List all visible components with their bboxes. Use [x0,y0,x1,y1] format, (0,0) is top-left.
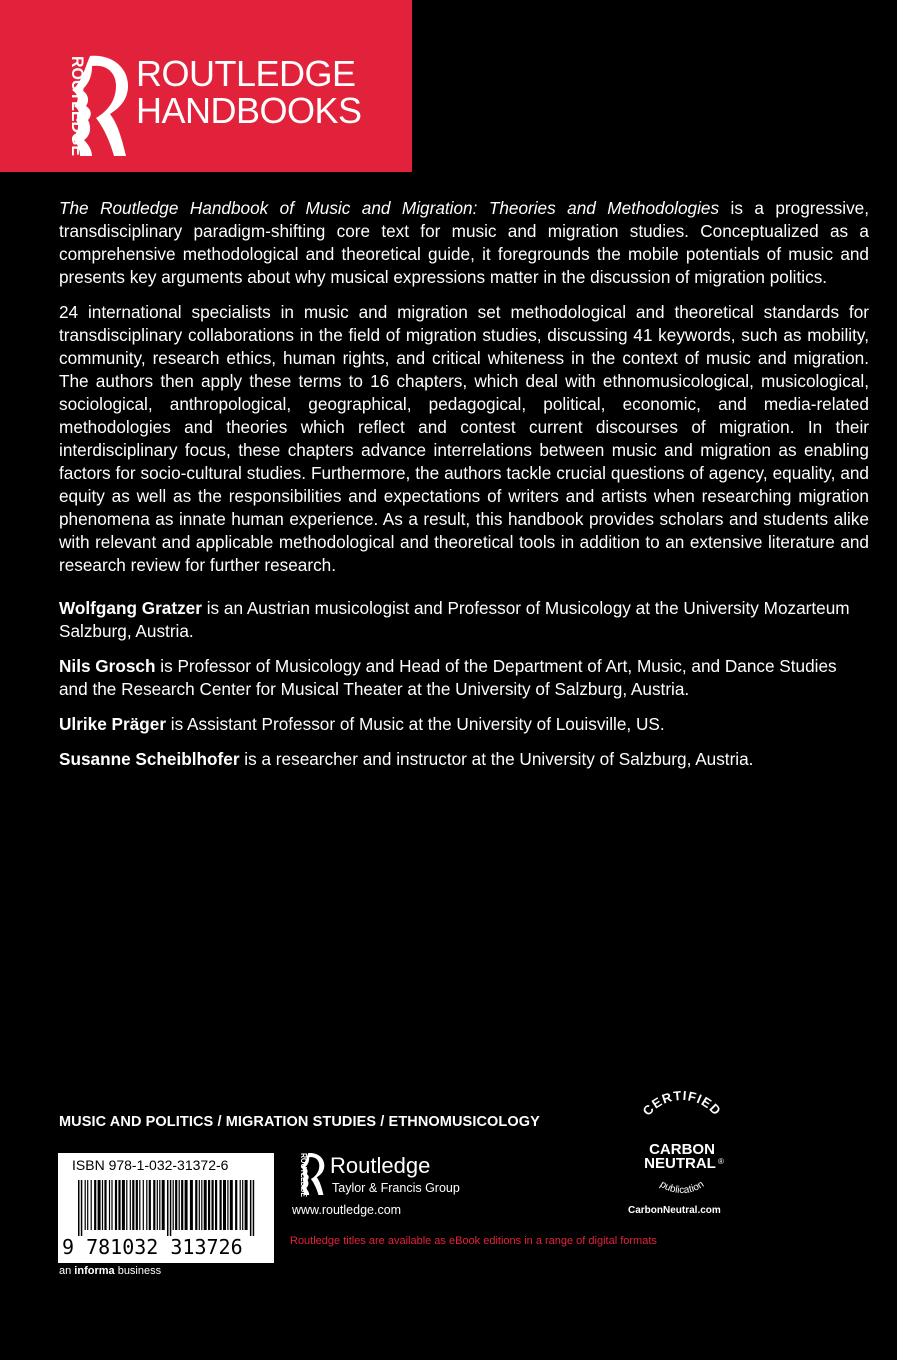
informa-prefix: an [59,1265,75,1277]
carbon-neutral-badge-icon [626,1086,738,1222]
back-cover-text [59,197,869,783]
barcode-bar [195,1180,197,1230]
barcode-bar [235,1180,237,1230]
barcode-bar [223,1180,226,1230]
barcode-bar [149,1180,151,1230]
barcode-bar [98,1180,101,1230]
barcode-bar [87,1180,88,1230]
barcode-bar [118,1180,120,1230]
barcode-bar [204,1180,207,1230]
barcode-bar [240,1180,241,1230]
barcode-icon [78,1180,256,1236]
barcode-bar [179,1180,180,1230]
informa-word: informa [74,1265,115,1277]
barcode-bar [230,1180,233,1230]
author-bio-text: is Assistant Professor of Music at the University of Louisville, US. [166,714,665,734]
barcode-bar [199,1180,200,1230]
barcode-bar [143,1180,144,1230]
publisher-name: Routledge [330,1153,431,1178]
barcode-bar [159,1180,160,1230]
author-name: Susanne Scheiblhofer [59,749,240,769]
barcode-bar [109,1180,110,1230]
carbon-neutral-url: CarbonNeutral.com [628,1205,721,1216]
barcode-bar [91,1180,92,1230]
barcode-bar [115,1180,117,1230]
author-bio [59,655,869,701]
subject-categories: MUSIC AND POLITICS / MIGRATION STUDIES / ETHNOMUSICOLOGY [59,1114,540,1130]
author-name: Wolfgang Gratzer [59,598,202,618]
informa-business-tagline [59,1265,161,1277]
barcode-bar [208,1180,210,1230]
author-bio [59,597,869,643]
barcode-bar [185,1180,188,1230]
barcode-bar [78,1180,80,1236]
author-bio-text: is a researcher and instructor at the University of Salzburg, Austria. [239,749,754,769]
barcode-bar [126,1180,127,1230]
barcode-bar [227,1180,228,1230]
barcode-bar [136,1180,138,1230]
barcode-bar [139,1180,140,1230]
barcode-bar [85,1180,86,1230]
barcode-bar [132,1180,134,1230]
barcode-bar [201,1180,202,1230]
barcode-bar [250,1180,252,1236]
barcode-bar [162,1180,165,1230]
series-title-line2: HANDBOOKS [136,90,362,131]
description-paragraph-2: 24 international specialists in music and migration set methodological and theoretical standards for transdisciplinary collaborations in the field of migration studies, discussing 41 keywords, such as mobility, community, research ethics, human rights, and critical whiteness in the context of music and migration. The authors then apply these terms to 16 chapters, which deal with ethnomusicological, musicological, sociological, anthropological, geographical, pedagogical, political, economic, and media-related methodologies and theories which reflect and contest current discourses of migration. In their interdisciplinary focus, these chapters advance interrelations between music and migration as enabling factors for socio-cultural studies. Furthermore, the authors tackle crucial questions of agency, equality, and equity as well as the responsibilities and expectations of writers and artists when researching migration phenomena as innate human experience. As a result, this handbook provides scholars and students alike with relevant and applicable methodological and theoretical tools in addition to an extensive literature and research review for further research. [59,302,869,575]
description-paragraph-1-text: is a progressive, transdisciplinary paradigm-shifting core text for music and migration studies. Conceptualized as a comprehensive methodological and theoretical guide, it foregrounds the mobile potentials of music and presents key arguments about why musical expressions matter in the discussion of migration politics. [59,198,869,287]
isbn-label: ISBN 978-1-032-31372-6 [72,1157,229,1173]
barcode-panel [58,1153,274,1263]
carbon-line1: CARBON [649,1141,715,1158]
barcode-bar [81,1180,83,1236]
svg-text:publication [658,1179,706,1196]
barcode-bar [245,1180,248,1230]
series-title-line1: ROUTLEDGE [136,53,356,94]
barcode-bar [146,1180,147,1230]
barcode-bar [102,1180,103,1230]
carbon-certified-text: CERTIFIED [639,1087,725,1119]
author-bio [59,748,869,771]
author-bio [59,713,869,736]
barcode-bar [181,1180,183,1230]
barcode-bar [104,1180,106,1230]
carbon-registered: ® [718,1157,724,1166]
barcode-bar [173,1180,174,1230]
series-banner [0,0,412,172]
barcode-bar [190,1180,193,1230]
author-bio-text: is an Austrian musicologist and Professor of Musicology at the University Mozarteum Salzburg, Austria. [59,598,850,641]
author-name: Nils Grosch [59,656,156,676]
barcode-bar [175,1180,177,1230]
publisher-group: Taylor & Francis Group [332,1181,460,1195]
barcode-bar [220,1180,222,1230]
barcode-bar [253,1180,255,1236]
ebook-availability-note: Routledge titles are available as eBook editions in a range of digital formats [290,1235,657,1247]
svg-text:CERTIFIED [640,1088,725,1119]
author-name: Ulrike Präger [59,714,167,734]
barcode-bar [167,1180,169,1236]
barcode-bar [242,1180,243,1230]
barcode-bar [130,1180,131,1230]
series-title [136,55,362,129]
author-bio-text: is Professor of Musicology and Head of the Department of Art, Music, and Dance Studies and the Research Center for Musical Theater at the University of Salzburg, Austria. [59,656,837,699]
barcode-bar [157,1180,158,1230]
barcode-bar [170,1180,172,1236]
routledge-small-profile-icon [300,1150,326,1198]
informa-suffix: business [114,1265,162,1277]
barcode-bar [94,1180,96,1230]
barcode-bar [153,1180,155,1230]
book-title: The Routledge Handbook of Music and Migration: Theories and Methodologies [59,198,720,218]
carbon-publication-text: publication [657,1178,707,1197]
barcode-digits: 9 781032 313726 [62,1235,243,1259]
routledge-vertical-text: ROUTLEDGE [68,56,87,163]
carbon-line2: NEUTRAL [644,1155,716,1172]
description-paragraph-1 [59,197,869,289]
publisher-url[interactable]: www.routledge.com [292,1203,402,1217]
barcode-bar [111,1180,112,1230]
barcode-bar [122,1180,125,1230]
barcode-bar [215,1180,217,1230]
barcode-bar [212,1180,214,1230]
routledge-profile-logo-icon [68,54,132,163]
